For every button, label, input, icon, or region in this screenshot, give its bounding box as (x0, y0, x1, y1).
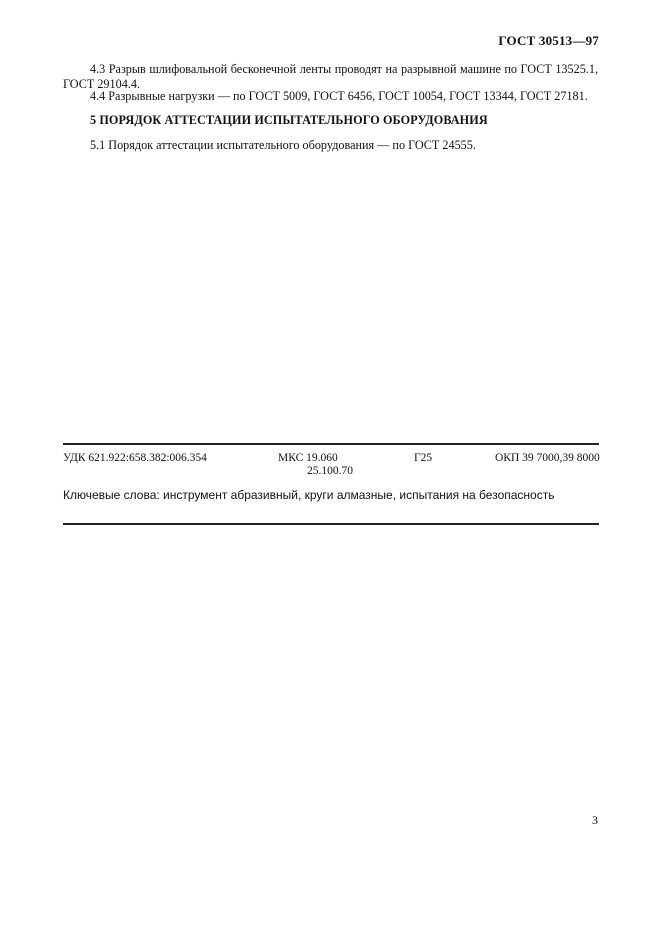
keywords-line: Ключевые слова: инструмент абразивный, круги алмазные, испытания на безопасность (63, 488, 555, 502)
document-code-header: ГОСТ 30513—97 (498, 33, 599, 48)
paragraph-4-3: 4.3 Разрыв шлифовальной бесконечной ленты проводят на разрывной машине по ГОСТ 13525.1, ГОСТ 29104.4. (63, 62, 598, 91)
section-5-heading: 5 ПОРЯДОК АТТЕСТАЦИИ ИСПЫТАТЕЛЬНОГО ОБОРУДОВАНИЯ (90, 113, 488, 127)
udk-code: УДК 621.922:658.382:006.354 (63, 452, 207, 464)
footer-top-rule (63, 443, 599, 445)
footer-bottom-rule (63, 523, 599, 525)
okp-code: ОКП 39 7000,39 8000 (495, 452, 600, 464)
mks-codes (278, 452, 353, 477)
page-number: 3 (592, 813, 598, 827)
paragraph-4-4: 4.4 Разрывные нагрузки — по ГОСТ 5009, ГОСТ 6456, ГОСТ 10054, ГОСТ 13344, ГОСТ 27181. (90, 89, 588, 103)
group-code: Г25 (414, 452, 433, 464)
paragraph-5-1: 5.1 Порядок аттестации испытательного оборудования — по ГОСТ 24555. (90, 138, 476, 152)
mks-code-secondary: 25.100.70 (307, 464, 353, 477)
mks-code-primary: МКС 19.060 (278, 452, 338, 464)
